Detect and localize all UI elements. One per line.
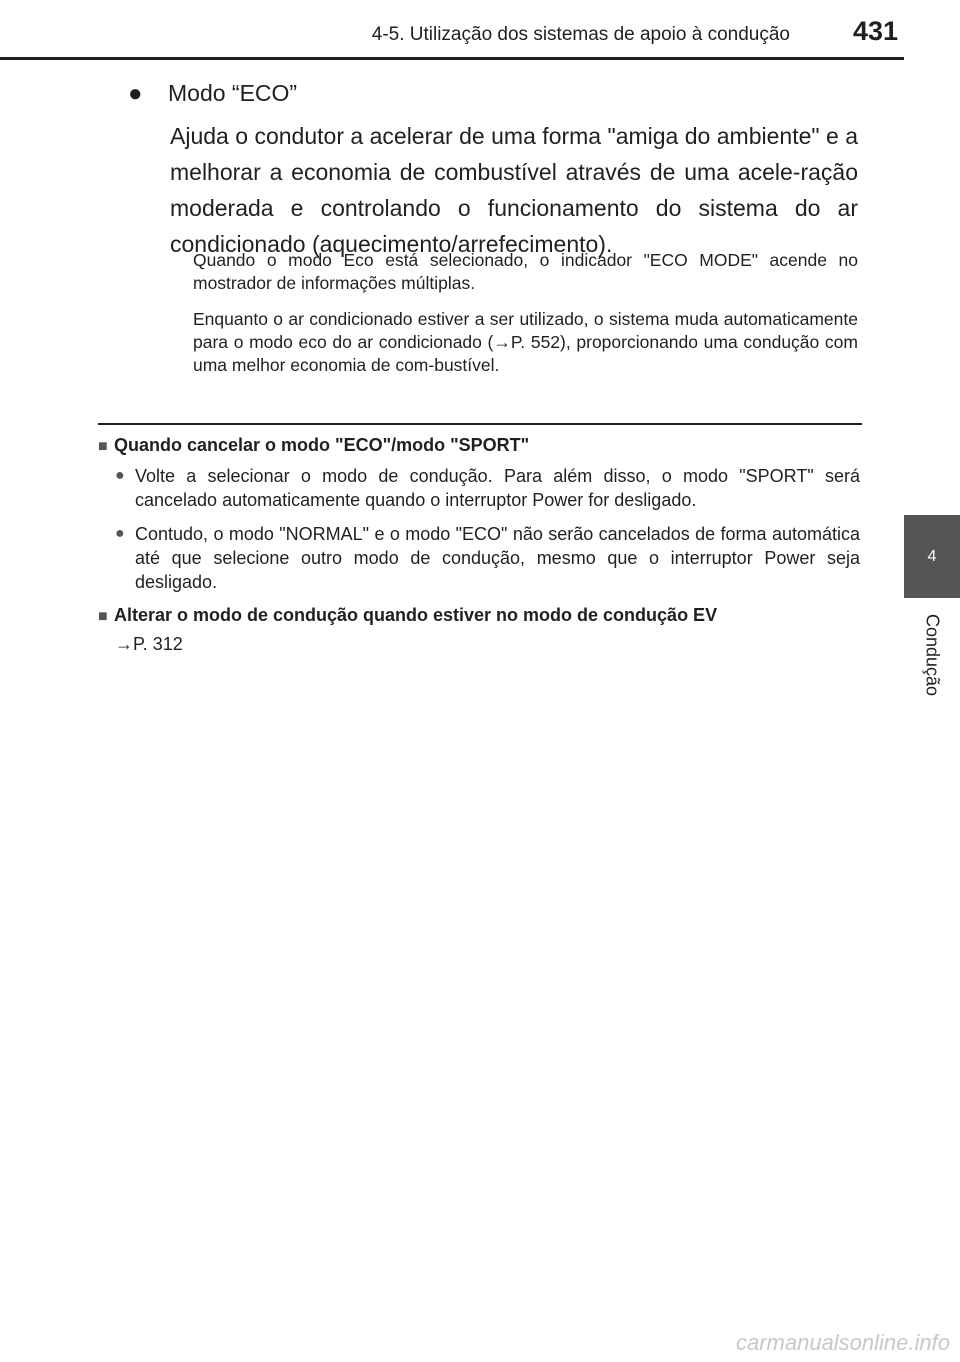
page-number: 431 [852,16,898,46]
chapter-tab[interactable]: 4 [904,515,960,598]
ev-mode-heading [98,605,868,626]
bullet-icon: ● [115,467,125,484]
eco-mode-note-indicator: Quando o modo Eco está selecionado, o indicador "ECO MODE" acende no mostrador de informações múltiplas. [193,250,858,293]
list-item-text: Contudo, o modo "NORMAL" e o modo "ECO" não serão cancelados de forma automática até que selecione outro modo de condução, mesmo que o interruptor Power seja desligado. [135,524,860,592]
bullet-icon: ● [115,525,125,542]
eco-mode-title: Modo “ECO” [168,80,298,106]
cancel-mode-heading [98,435,868,456]
header-section-title: 4-5. Utilização dos sistemas de apoio à condução [371,24,790,45]
section-divider [98,423,862,425]
bullet-icon: ● [128,80,143,107]
chapter-label: Condução [922,613,943,697]
ev-mode-heading-text: Alterar o modo de condução quando estiver no modo de condução EV [114,605,718,625]
square-bullet-icon: ■ [98,438,108,455]
header-divider [0,57,904,60]
cancel-mode-heading-text: Quando cancelar o modo "ECO"/modo "SPORT" [114,435,530,455]
list-item [115,522,860,594]
list-item-text: Volte a selecionar o modo de condução. Para além disso, o modo "SPORT" será cancelado automaticamente quando o interruptor Power for desligado. [135,466,860,510]
eco-mode-title-row [128,80,868,108]
page-reference-link[interactable]: →P. 312 [115,634,183,654]
square-bullet-icon: ■ [98,608,108,625]
list-item [115,464,860,512]
eco-mode-description: Ajuda o condutor a acelerar de uma forma "amiga do ambiente" e a melhorar a economia de combustível através de uma acele-ração moderada e controlando o funcionamento do sistema do ar condicionado (aquecimento/arrefecimento). [170,123,858,257]
watermark: carmanualsonline.info [735,1330,950,1355]
eco-mode-note-air-conditioning: Enquanto o ar condicionado estiver a ser utilizado, o sistema muda automaticamente para o modo eco do ar condicionado (→P. 552), proporcionando uma condução com uma melhor economia de com-bustível. [193,309,858,375]
